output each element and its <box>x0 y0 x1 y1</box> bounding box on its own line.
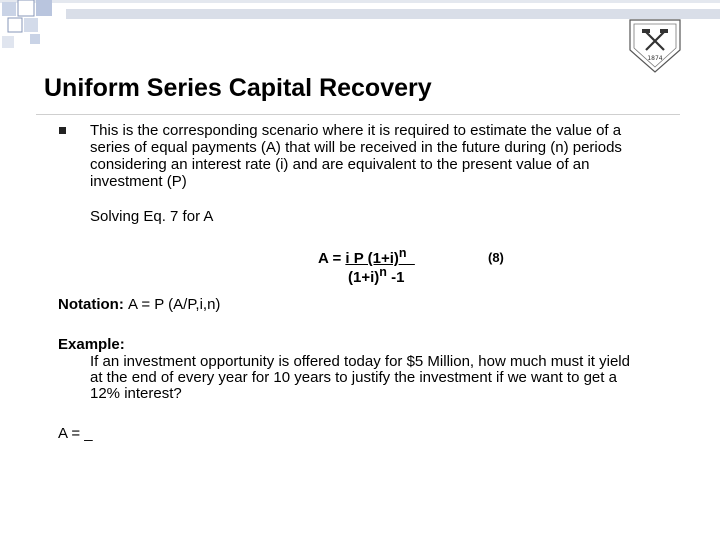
notation-line <box>58 296 220 313</box>
title-divider <box>36 114 680 115</box>
equation-numerator-exponent: n <box>398 246 407 260</box>
decorative-header-squares <box>0 0 720 50</box>
example-line: at the end of every year for 10 years to justify the investment if we want to get a <box>90 369 617 386</box>
equation-number: (8) <box>488 250 504 265</box>
example-line: If an investment opportunity is offered today for $5 Million, how much must it yield <box>90 353 630 370</box>
notation-label: Notation: <box>58 296 124 313</box>
university-seal-icon <box>622 16 688 74</box>
intro-line: series of equal payments (A) that will be received in the future during (n) periods <box>90 139 622 156</box>
example-text <box>90 354 690 402</box>
intro-line: This is the corresponding scenario where it is required to estimate the value of a <box>90 122 622 139</box>
equation-numerator: i P $(1+i)^n$ <box>345 246 407 267</box>
answer-blank: _ <box>84 425 93 442</box>
equation-denominator-exponent: n <box>379 265 387 279</box>
equation-lhs: A = <box>318 250 346 267</box>
intro-paragraph <box>90 122 670 190</box>
intro-line: investment (P) <box>90 173 187 190</box>
solving-text: Solving Eq. 7 for A <box>90 208 214 225</box>
svg-text:1874: 1874 <box>647 55 663 62</box>
answer-line <box>58 425 93 442</box>
example-line: 12% interest? <box>90 385 182 402</box>
equation-denominator: $(1+i)^n$ -1 <box>348 265 405 286</box>
page-title: Uniform Series Capital Recovery <box>44 74 432 102</box>
equation-numerator-line <box>318 246 415 267</box>
answer-prefix: A = <box>58 425 85 442</box>
intro-line: considering an interest rate (i) and are equivalent to the present value of an <box>90 156 590 173</box>
example-heading: Example: <box>58 336 125 353</box>
notation-formula: A = P (A/P,i,n) <box>128 296 221 313</box>
square-bullet-icon <box>59 127 66 134</box>
